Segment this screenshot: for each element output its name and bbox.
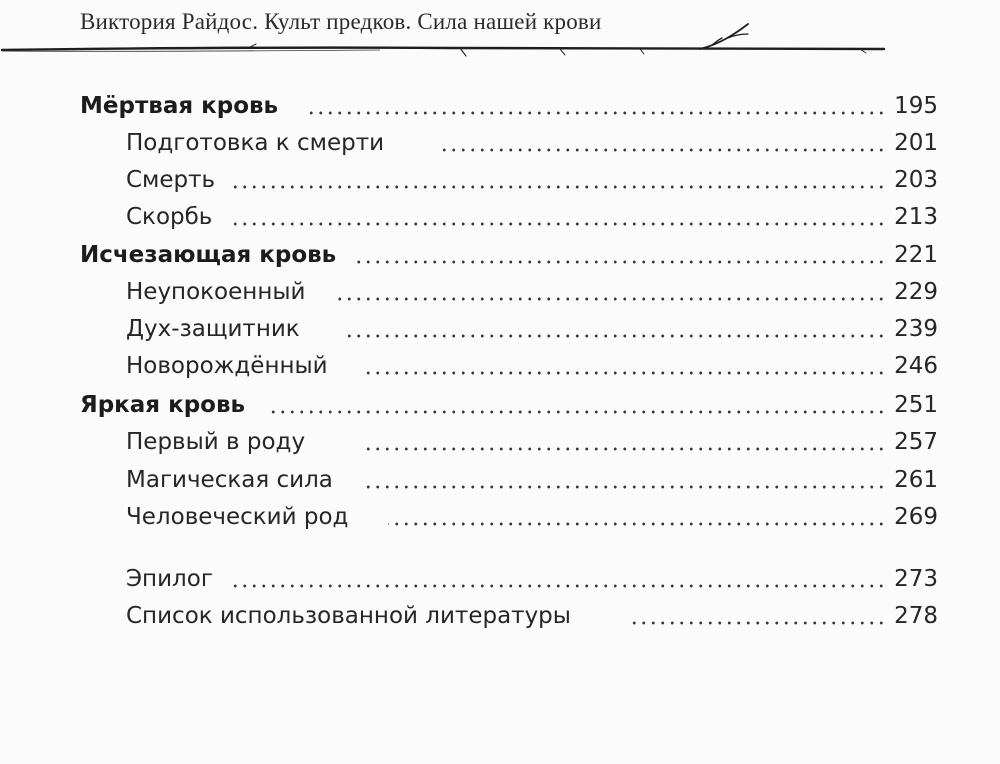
toc-dot-leader: [388, 522, 886, 526]
toc-page-number: 195: [894, 93, 938, 119]
toc-entry[interactable]: [0, 561, 1000, 597]
toc-entry-label: Скорбь: [126, 204, 213, 230]
toc-entry-label: Неупокоенный: [126, 279, 306, 305]
toc-entry-label: Эпилог: [126, 566, 213, 592]
toc-page-number: 221: [894, 242, 938, 268]
toc-dot-leader: [632, 621, 886, 625]
toc-entry[interactable]: [0, 348, 1000, 384]
toc-page-number: 201: [894, 130, 938, 156]
toc-dot-leader: [356, 260, 886, 264]
toc-entry-label: Подготовка к смерти: [126, 130, 385, 156]
toc-page-number: 269: [894, 504, 938, 530]
toc-entry[interactable]: [0, 598, 1000, 634]
toc-entry-label: Исчезающая кровь: [80, 242, 337, 268]
toc-dot-leader: [230, 584, 886, 588]
toc-entry-label: Список использованной литературы: [126, 603, 571, 629]
toc-entry-label: Яркая кровь: [80, 392, 246, 418]
toc-page-number: 246: [894, 353, 938, 379]
toc-entry[interactable]: [0, 311, 1000, 347]
toc-page-number: 203: [894, 167, 938, 193]
toc-dot-leader: [348, 334, 886, 338]
toc-entry[interactable]: [0, 424, 1000, 460]
toc-entry-label: Первый в роду: [126, 429, 306, 455]
page-header-title: Виктория Райдос. Культ предков. Сила нашей крови: [80, 9, 602, 34]
toc-entry[interactable]: [0, 125, 1000, 161]
toc-page-number: 273: [894, 566, 938, 592]
toc-entry[interactable]: [0, 274, 1000, 310]
toc-entry-label: Человеческий род: [126, 504, 349, 530]
toc-page-number: 239: [894, 316, 938, 342]
toc-dot-leader: [334, 297, 886, 301]
toc-dot-leader: [366, 485, 886, 489]
toc-entry[interactable]: [0, 462, 1000, 498]
toc-entry-label: Новорождённый: [126, 353, 328, 379]
toc-dot-leader: [308, 111, 886, 115]
toc-dot-leader: [234, 222, 886, 226]
toc-entry-label: Смерть: [126, 167, 216, 193]
toc-dot-leader: [440, 148, 886, 152]
toc-entry[interactable]: [0, 499, 1000, 535]
toc-page-number: 278: [894, 603, 938, 629]
toc-entry-label: Дух-защитник: [126, 316, 300, 342]
toc-page-number: 229: [894, 279, 938, 305]
toc-page-number: 261: [894, 467, 938, 493]
toc-dot-leader: [270, 410, 886, 414]
toc-entry[interactable]: [0, 237, 1000, 273]
toc-dot-leader: [232, 185, 886, 189]
toc-dot-leader: [366, 371, 886, 375]
toc-entry[interactable]: [0, 162, 1000, 198]
toc-page-number: 257: [894, 429, 938, 455]
toc-page-number: 251: [894, 392, 938, 418]
toc-entry[interactable]: [0, 199, 1000, 235]
toc-dot-leader: [364, 447, 886, 451]
toc-entry-label: Магическая сила: [126, 467, 333, 493]
toc-entry-label: Мёртвая кровь: [80, 93, 279, 119]
toc-entry[interactable]: [0, 88, 1000, 124]
toc-entry[interactable]: [0, 387, 1000, 423]
toc-page-number: 213: [894, 204, 938, 230]
